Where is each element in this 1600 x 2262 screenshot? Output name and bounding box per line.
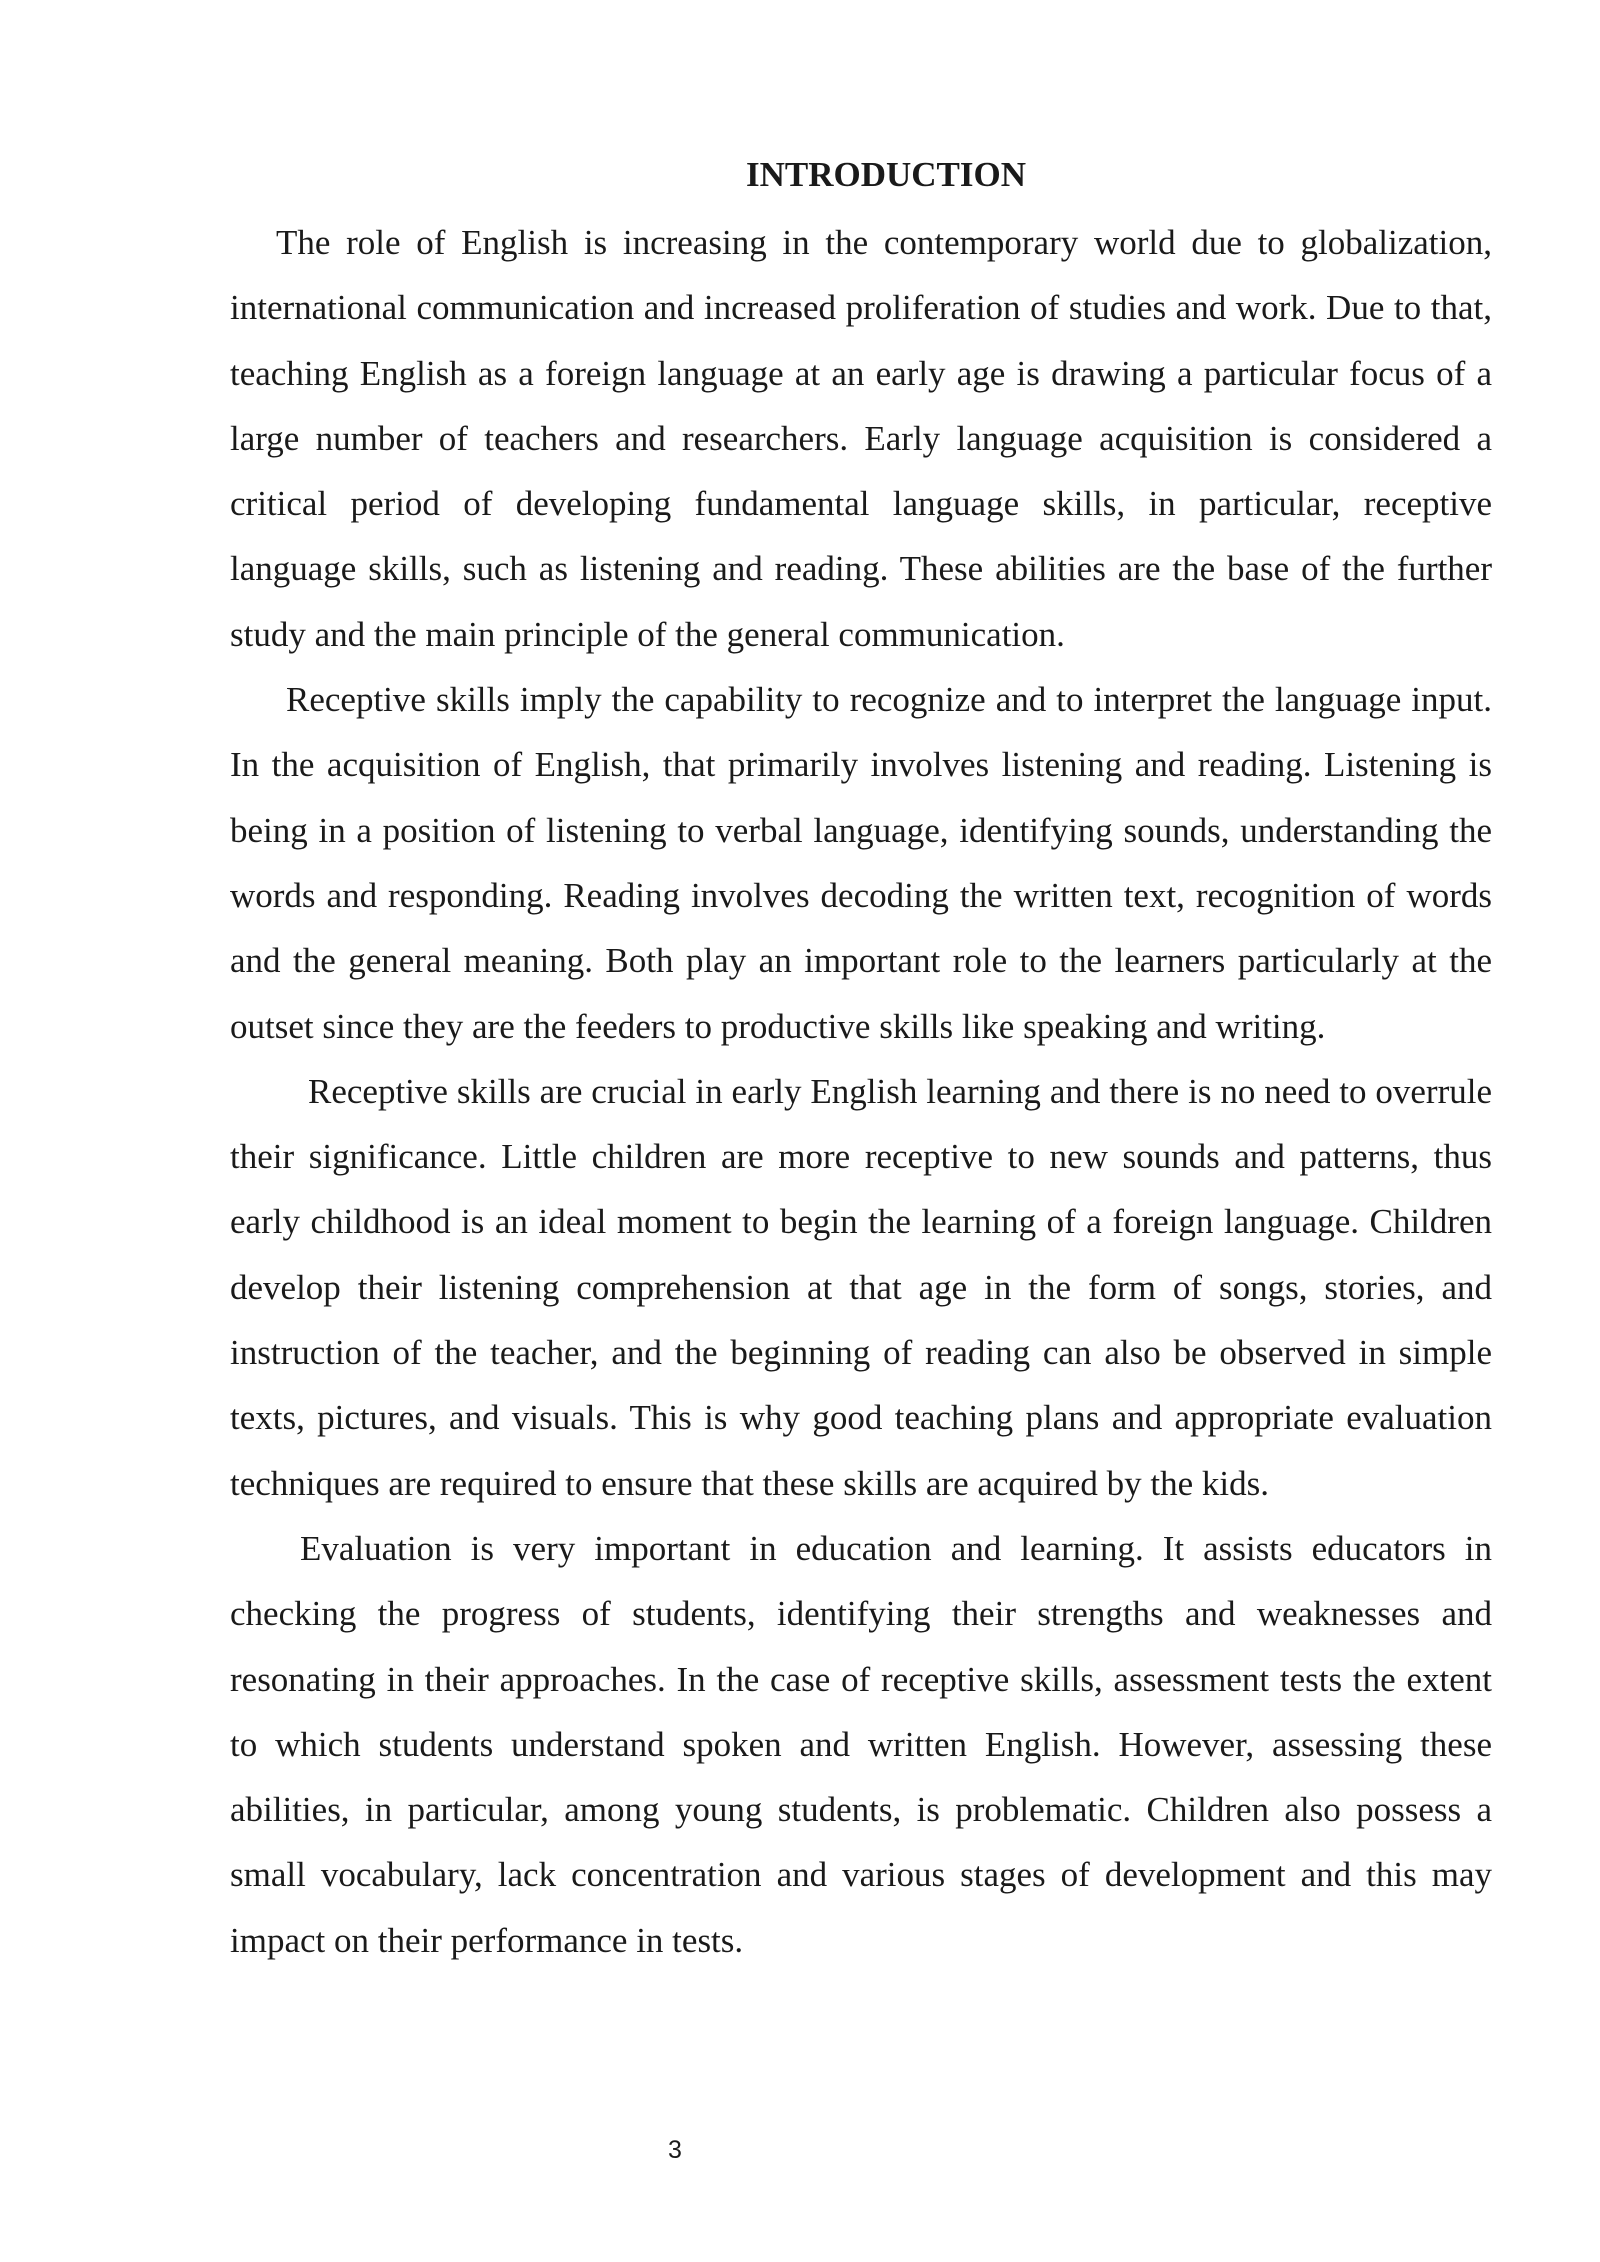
section-title: INTRODUCTION: [745, 155, 1027, 194]
page-number: 3: [668, 2136, 682, 2164]
paragraph-2: Receptive skills imply the capability to recognize and to interpret the language input. In the acquisition of English, that primarily involves listening and reading. Listening is being in a position of listening to verbal language, identifying sounds, understanding the words and responding. Reading involves decoding the written text, recognition of words and the general meaning. Both play an important role to the learners particularly at the outset since they are the feeders to productive skills like speaking and writing.: [230, 680, 1492, 1046]
page-content: [230, 150, 1492, 1973]
paragraph-3: Receptive skills are crucial in early English learning and there is no need to overrule their significance. Little children are more receptive to new sounds and patterns, thus early childhood is an ideal moment to begin the learning of a foreign language. Children develop their listening comprehension at that age in the form of songs, stories, and instruction of the teacher, and the beginning of reading can also be observed in simple texts, pictures, and visuals. This is why good teaching plans and appropriate evaluation techniques are required to ensure that these skills are acquired by the kids.: [230, 1071, 1492, 1503]
paragraph-4: Evaluation is very important in education and learning. It assists educators in checking the progress of students, identifying their strengths and weaknesses and resonating in their approaches. In the case of receptive skills, assessment tests the extent to which students understand spoken and written English. However, assessing these abilities, in particular, among young students, is problematic. Children also possess a small vocabulary, lack concentration and various stages of development and this may impact on their performance in tests.: [230, 1528, 1492, 1960]
paragraph-1: The role of English is increasing in the contemporary world due to globalization, international communication and increased proliferation of studies and work. Due to that, teaching English as a foreign language at an early age is drawing a particular focus of a large number of teachers and researchers. Early language acquisition is considered a critical period of developing fundamental language skills, in particular, receptive language skills, such as listening and reading. These abilities are the base of the further study and the main principle of the general communication.: [230, 223, 1492, 654]
